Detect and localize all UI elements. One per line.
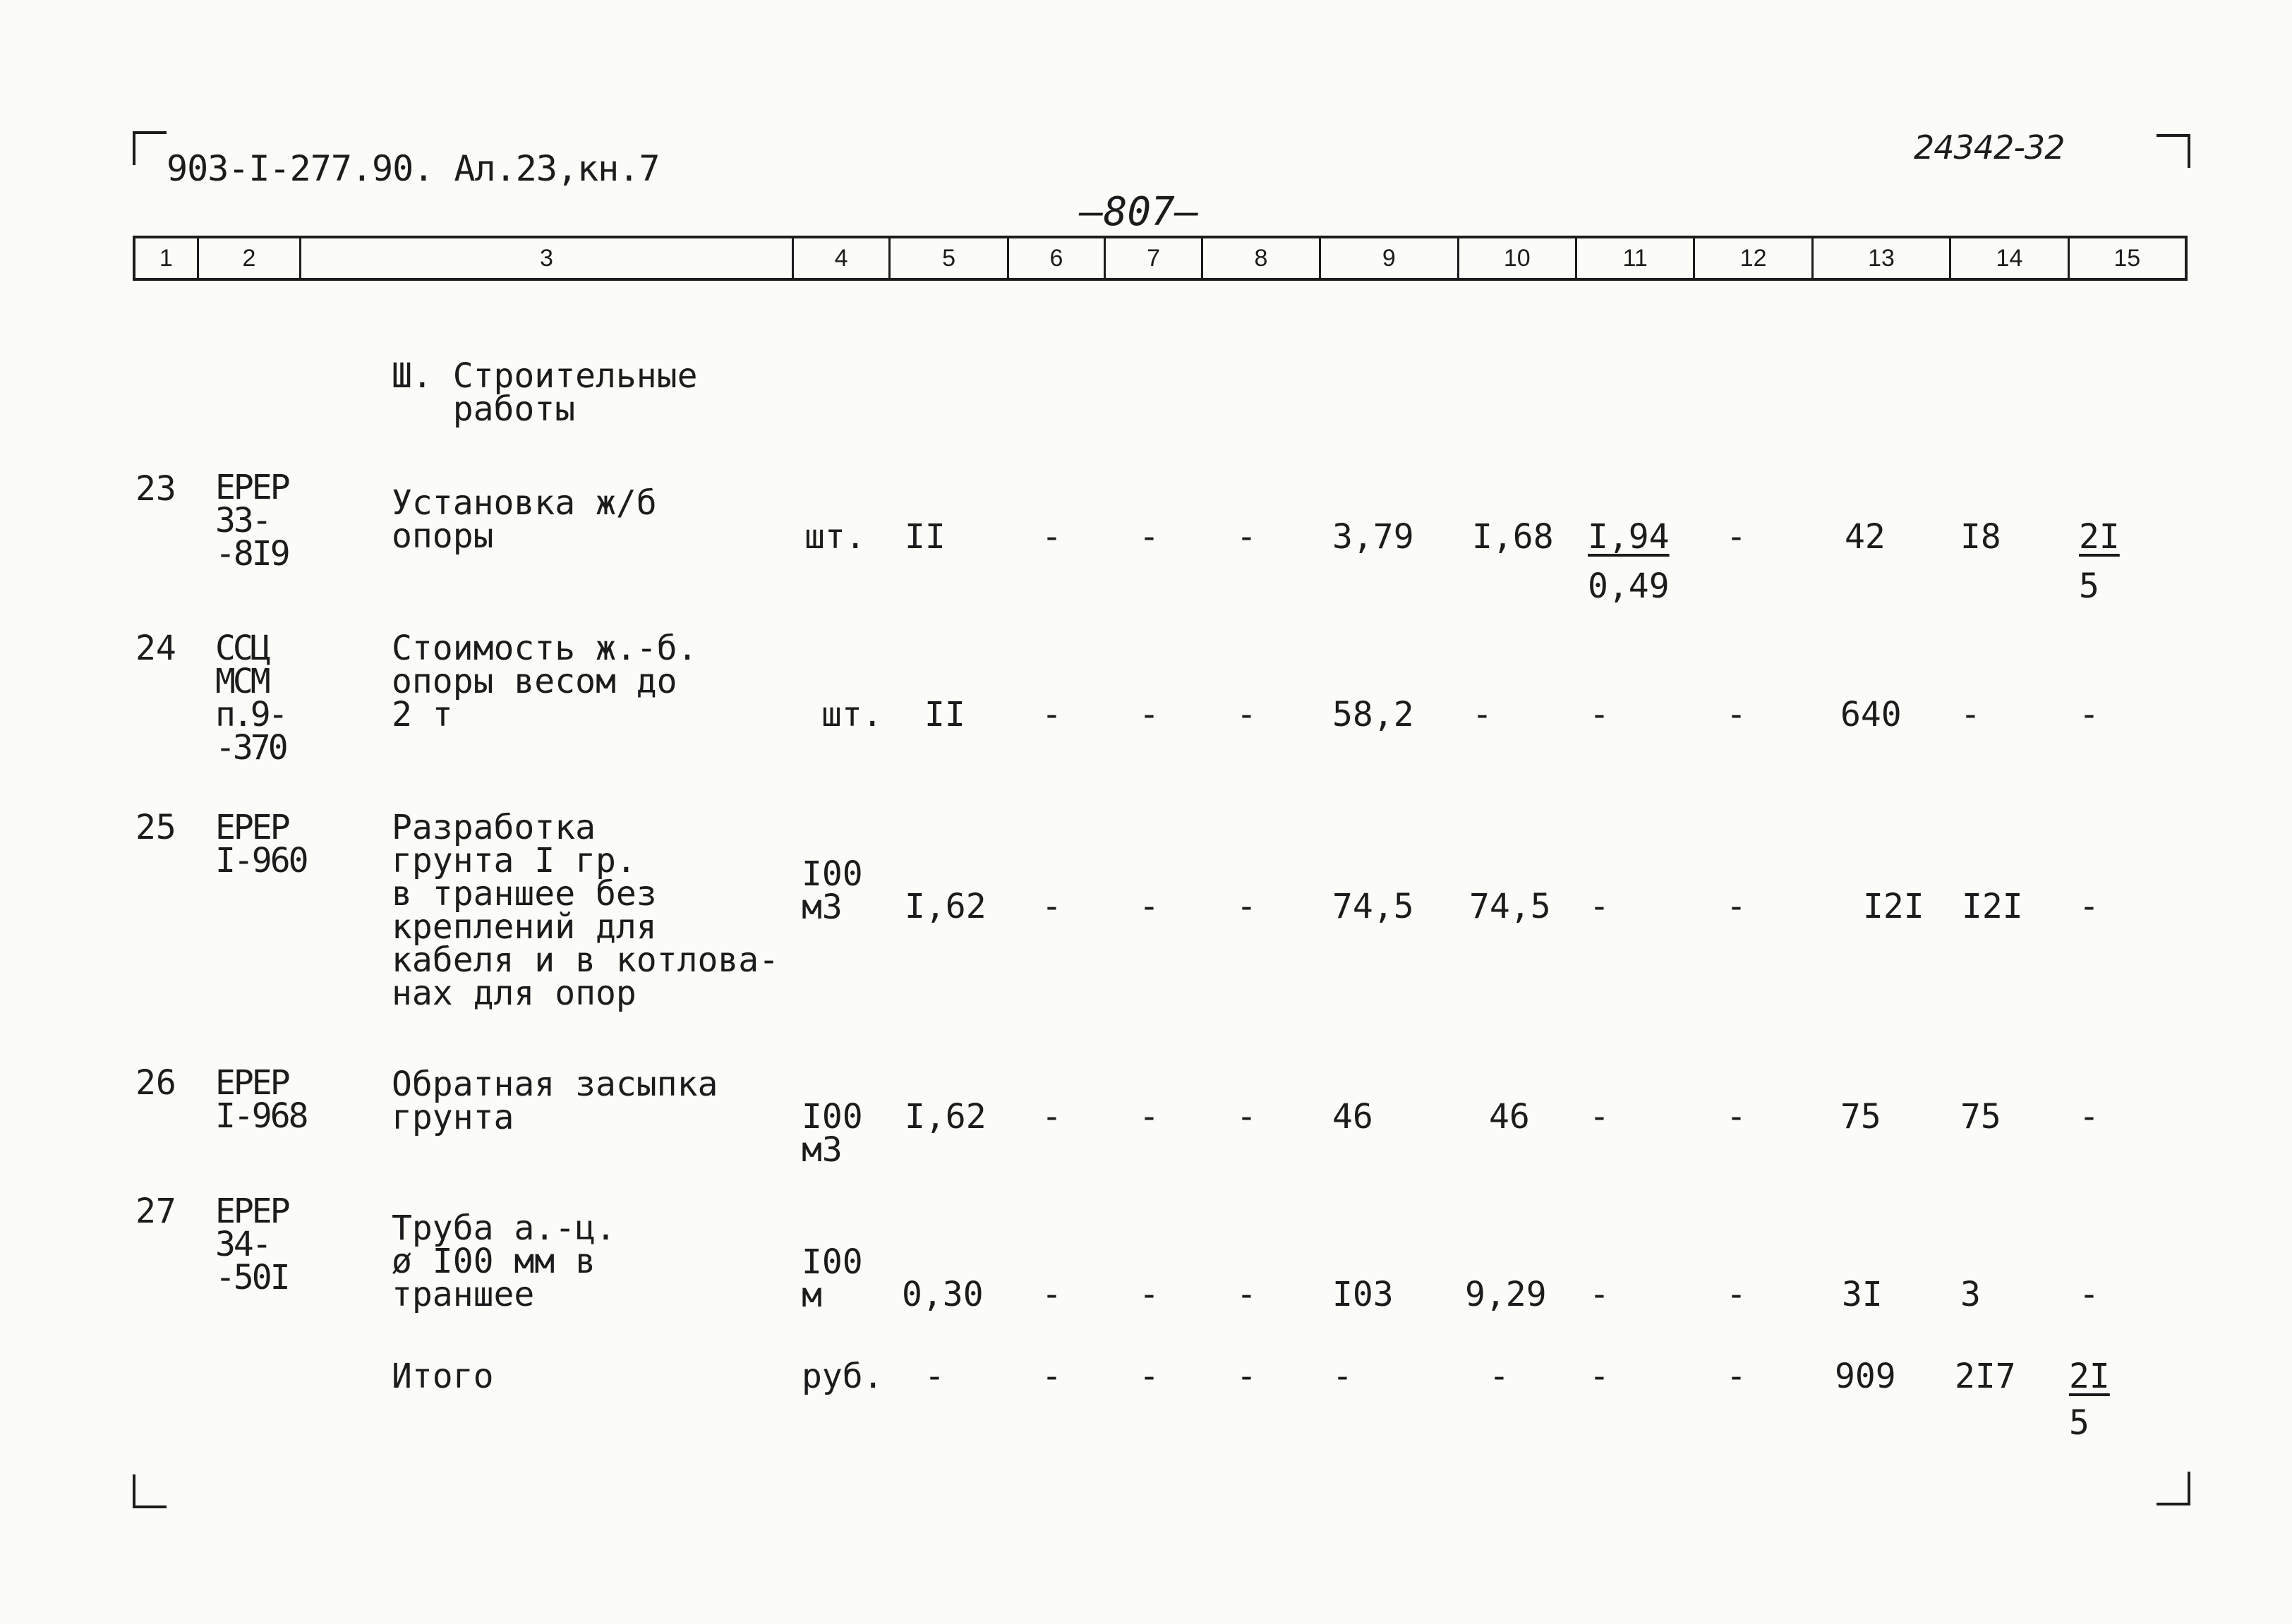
column-header-2: 2 — [199, 238, 302, 278]
total-col11: - — [1589, 1357, 1610, 1396]
column-header-4: 4 — [794, 238, 891, 278]
row-26-num: 26 — [135, 1063, 176, 1103]
total-col14: 2I7 — [1955, 1357, 2016, 1396]
row-25-code: ЕРЕР I-960 — [215, 808, 307, 880]
row-27-col6: - — [1042, 1275, 1062, 1314]
total-label: Итого — [392, 1357, 494, 1396]
row-23-col12: - — [1726, 517, 1747, 557]
row-23-col11-top: I,94 — [1588, 517, 1670, 557]
row-23-col7: - — [1139, 517, 1159, 557]
row-27-qty: 0,30 — [902, 1275, 984, 1314]
row-24-qty: II — [924, 695, 965, 734]
row-23-qty: II — [905, 517, 946, 557]
total-col8: - — [1236, 1357, 1257, 1396]
row-23-col11-bottom: 0,49 — [1588, 566, 1670, 606]
row-24-code: ССЦ МСМ п.9- -370 — [215, 629, 286, 768]
row-25-col10: 74,5 — [1469, 887, 1551, 926]
column-number-bar — [133, 236, 2188, 281]
column-header-7: 7 — [1106, 238, 1203, 278]
row-26-qty: I,62 — [905, 1097, 987, 1137]
row-27-col14: 3 — [1960, 1275, 1981, 1314]
row-27-col13: 3I — [1842, 1275, 1883, 1314]
row-23-col15-top: 2I — [2079, 517, 2120, 557]
sheet-id: 24342-32 — [1914, 128, 2065, 166]
row-27-col15: - — [2079, 1275, 2099, 1314]
row-26-col6: - — [1042, 1097, 1062, 1137]
row-26-col7: - — [1139, 1097, 1159, 1137]
total-col15-bottom: 5 — [2069, 1403, 2089, 1443]
corner-mark-top-left — [133, 131, 167, 165]
column-header-6: 6 — [1009, 238, 1106, 278]
row-24-col11: - — [1589, 695, 1610, 734]
row-23-col10: I,68 — [1472, 517, 1554, 557]
row-27-col7: - — [1139, 1275, 1159, 1314]
column-header-10: 10 — [1459, 238, 1577, 278]
row-27-code: ЕРЕР 34- -50I — [215, 1192, 289, 1297]
row-25-col11: - — [1589, 887, 1610, 926]
row-23-col14: I8 — [1960, 517, 2001, 557]
total-unit: руб. — [802, 1357, 883, 1396]
row-24-col15: - — [2079, 695, 2099, 734]
row-24-num: 24 — [135, 629, 176, 668]
row-23-col13: 42 — [1845, 517, 1886, 557]
section-title: Ш. Строительные работы — [392, 356, 698, 429]
column-header-11: 11 — [1577, 238, 1695, 278]
row-26-col13: 75 — [1840, 1097, 1881, 1137]
row-26-unit: I00 м3 — [802, 1097, 863, 1170]
row-27-desc: Труба а.-ц. ø I00 мм в траншее — [392, 1208, 616, 1314]
total-col9: - — [1332, 1357, 1353, 1396]
column-header-13: 13 — [1814, 238, 1951, 278]
row-26-col9: 46 — [1332, 1097, 1373, 1137]
total-col15-top: 2I — [2069, 1357, 2110, 1396]
row-25-unit: I00 м3 — [802, 854, 863, 927]
row-23-col6: - — [1042, 517, 1062, 557]
row-24-col8: - — [1236, 695, 1257, 734]
column-header-12: 12 — [1695, 238, 1813, 278]
row-25-num: 25 — [135, 808, 176, 847]
row-23-num: 23 — [135, 469, 176, 509]
row-24-col14: - — [1960, 695, 1981, 734]
row-25-col6: - — [1042, 887, 1062, 926]
row-23-col15-bottom: 5 — [2079, 566, 2099, 606]
row-26-col8: - — [1236, 1097, 1257, 1137]
row-23-unit: шт. — [804, 517, 866, 557]
row-26-col12: - — [1726, 1097, 1747, 1137]
row-24-col7: - — [1139, 695, 1159, 734]
total-col13: 909 — [1835, 1357, 1896, 1396]
corner-mark-bottom-right — [2157, 1472, 2190, 1505]
row-26-code: ЕРЕР I-968 — [215, 1063, 307, 1136]
column-header-1: 1 — [135, 238, 199, 278]
row-25-col14: I2I — [1962, 887, 2023, 926]
column-header-3: 3 — [301, 238, 794, 278]
row-27-col10: 9,29 — [1465, 1275, 1547, 1314]
row-24-col10: - — [1472, 695, 1492, 734]
row-25-qty: I,62 — [905, 887, 987, 926]
column-header-15: 15 — [2113, 244, 2141, 272]
column-header-5: 5 — [891, 238, 1008, 278]
row-24-desc: Стоимость ж.-б. опоры весом до 2 т — [392, 629, 698, 734]
row-23-col9: 3,79 — [1332, 517, 1414, 557]
row-23-col8: - — [1236, 517, 1257, 557]
total-col10: - — [1489, 1357, 1509, 1396]
row-26-col14: 75 — [1960, 1097, 2001, 1137]
total-col7: - — [1139, 1357, 1159, 1396]
row-24-unit: шт. — [821, 695, 883, 734]
row-27-unit: I00 м — [802, 1242, 863, 1315]
row-26-desc: Обратная засыпка грунта — [392, 1065, 718, 1137]
row-27-col12: - — [1726, 1275, 1747, 1314]
row-27-col11: - — [1589, 1275, 1610, 1314]
row-27-col8: - — [1236, 1275, 1257, 1314]
corner-mark-top-right — [2157, 134, 2190, 168]
row-25-desc: Разработка грунта I гр. в траншее без креплений для кабеля и в котлова- нах для опор — [392, 808, 780, 1013]
row-26-col10: 46 — [1489, 1097, 1530, 1137]
corner-mark-bottom-left — [133, 1474, 167, 1508]
row-26-col11: - — [1589, 1097, 1610, 1137]
row-24-col13: 640 — [1840, 695, 1902, 734]
document-code: 903-I-277.90. Ал.23,кн.7 — [167, 148, 660, 189]
row-24-col6: - — [1042, 695, 1062, 734]
column-header-8: 8 — [1203, 238, 1321, 278]
row-25-col15: - — [2079, 887, 2099, 926]
row-23-desc: Установка ж/б опоры — [392, 483, 657, 556]
column-header-14: 14 — [1951, 238, 2069, 278]
total-qty: - — [924, 1357, 945, 1396]
row-25-col9: 74,5 — [1332, 887, 1414, 926]
page-number: —807— — [1080, 189, 1199, 235]
row-25-col13: I2I — [1863, 887, 1924, 926]
row-25-col12: - — [1726, 887, 1747, 926]
total-col6: - — [1042, 1357, 1062, 1396]
row-26-col15: - — [2079, 1097, 2099, 1137]
row-24-col12: - — [1726, 695, 1747, 734]
row-24-col9: 58,2 — [1332, 695, 1414, 734]
row-25-col7: - — [1139, 887, 1159, 926]
row-23-code: ЕРЕР 33- -8I9 — [215, 468, 289, 574]
row-25-col8: - — [1236, 887, 1257, 926]
total-col12: - — [1726, 1357, 1747, 1396]
row-27-col9: I03 — [1332, 1275, 1394, 1314]
row-27-num: 27 — [135, 1192, 176, 1231]
column-header-9: 9 — [1321, 238, 1459, 278]
